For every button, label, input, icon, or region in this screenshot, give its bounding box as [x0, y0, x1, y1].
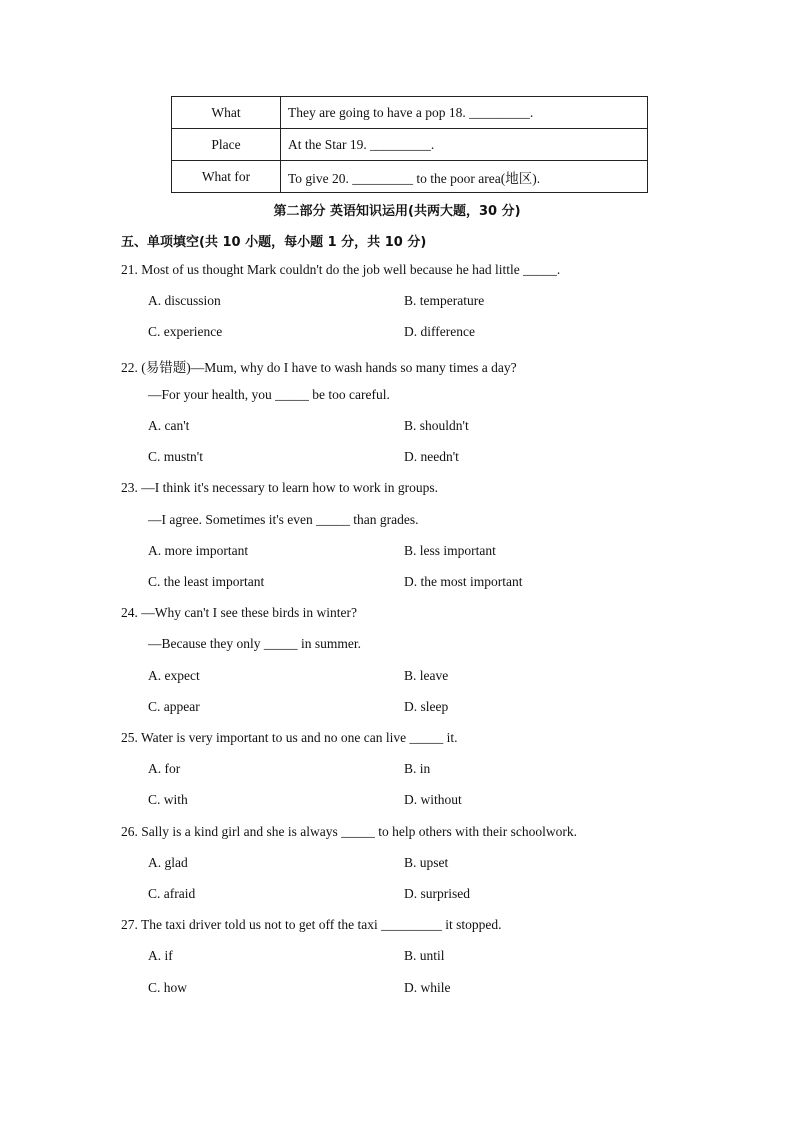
- option-d: D. surprised: [404, 886, 470, 901]
- option-a: A. if: [148, 948, 173, 963]
- question-stem: 21. Most of us thought Mark couldn't do the job well because he had little _____.: [121, 262, 561, 277]
- option-b: B. until: [404, 948, 445, 963]
- question-stem: 26. Sally is a kind girl and she is always _____ to help others with their schoolwork.: [121, 824, 577, 839]
- question-stem: 24. —Why can't I see these birds in winter?: [121, 605, 357, 620]
- option-a: A. discussion: [148, 293, 221, 308]
- option-a: A. glad: [148, 855, 188, 870]
- question-stem: 27. The taxi driver told us not to get off the taxi _________ it stopped.: [121, 917, 502, 932]
- option-b: B. shouldn't: [404, 418, 469, 433]
- question-stem: 22. (易错题)—Mum, why do I have to wash hands so many times a day?: [121, 360, 517, 375]
- table-key-cell: What for: [172, 161, 281, 193]
- table-key-cell: Place: [172, 129, 281, 161]
- option-a: A. for: [148, 761, 181, 776]
- table-value-cell: At the Star 19. _________.: [281, 129, 648, 161]
- option-d: D. without: [404, 792, 462, 807]
- option-c: C. mustn't: [148, 449, 203, 464]
- option-a: A. more important: [148, 543, 249, 558]
- option-d: D. the most important: [404, 574, 523, 589]
- option-c: C. experience: [148, 324, 223, 339]
- table-row: [172, 129, 648, 161]
- table-value-cell: They are going to have a pop 18. _________.: [281, 97, 648, 129]
- table-row: [172, 97, 648, 129]
- option-d: D. sleep: [404, 699, 449, 714]
- question-stem: 25. Water is very important to us and no one can live _____ it.: [121, 730, 458, 745]
- table-value-cell: To give 20. _________ to the poor area(地区).: [281, 161, 648, 193]
- option-d: D. difference: [404, 324, 475, 339]
- option-c: C. the least important: [148, 574, 265, 589]
- option-a: A. expect: [148, 668, 200, 683]
- option-d: D. while: [404, 980, 451, 995]
- option-c: C. how: [148, 980, 188, 995]
- question-stem-continued: —I agree. Sometimes it's even _____ than grades.: [148, 512, 419, 527]
- option-b: B. in: [404, 761, 431, 776]
- option-c: C. afraid: [148, 886, 196, 901]
- part-heading: 第二部分 英语知识运用(共两大题，30 分): [273, 204, 521, 219]
- option-c: C. appear: [148, 699, 200, 714]
- table-row: [172, 161, 648, 193]
- event-info-table: [171, 96, 648, 193]
- question-stem-continued: —For your health, you _____ be too careful.: [148, 387, 390, 402]
- option-a: A. can't: [148, 418, 190, 433]
- section-heading: 五、单项填空(共 10 小题，每小题 1 分，共 10 分): [121, 235, 427, 250]
- option-b: B. temperature: [404, 293, 485, 308]
- question-stem: 23. —I think it's necessary to learn how to work in groups.: [121, 480, 439, 495]
- option-b: B. leave: [404, 668, 449, 683]
- option-b: B. upset: [404, 855, 449, 870]
- option-b: B. less important: [404, 543, 496, 558]
- question-stem-continued: —Because they only _____ in summer.: [148, 636, 361, 651]
- option-d: D. needn't: [404, 449, 459, 464]
- option-c: C. with: [148, 792, 188, 807]
- table-key-cell: What: [172, 97, 281, 129]
